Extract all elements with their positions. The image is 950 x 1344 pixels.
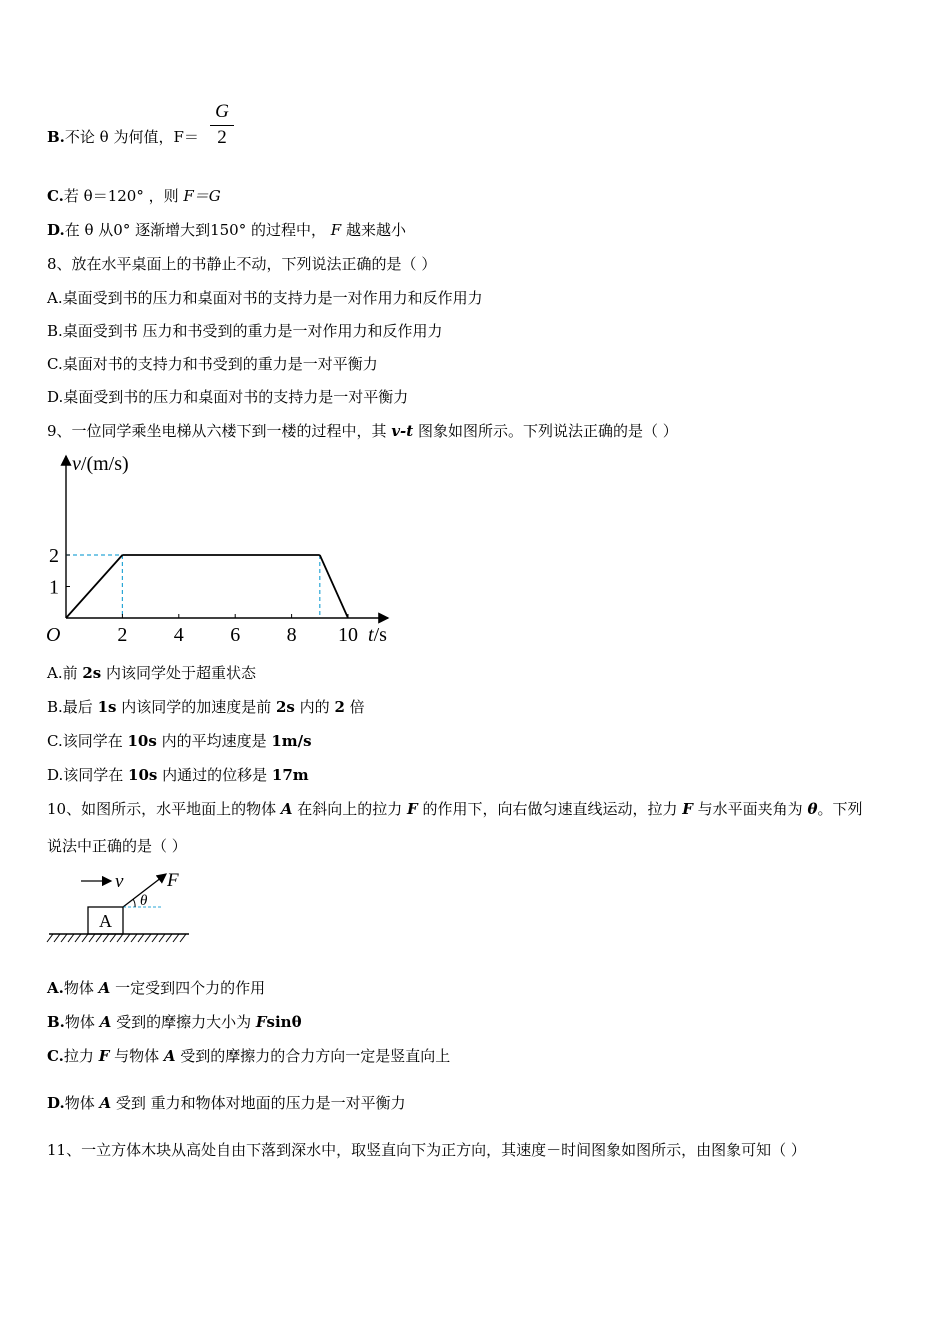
- stem-variable: A: [280, 800, 293, 818]
- q9-option-c: [47, 731, 312, 751]
- option-text-end: 内该同学处于超重状态: [101, 664, 257, 682]
- stem-text-end: 图象如图所示。下列说法正确的是（ ）: [413, 422, 678, 440]
- q10-stem-line2: 说法中正确的是（ ）: [47, 837, 187, 855]
- stem-variable: v-t: [391, 422, 414, 440]
- hatch-stroke: [47, 934, 53, 942]
- option-text: 物体: [63, 979, 99, 997]
- velocity-label: v: [115, 871, 124, 892]
- option-text: 受到的摩擦力大小为: [111, 1013, 256, 1031]
- q9-option-a: [47, 663, 256, 683]
- option-variable: A: [99, 1013, 112, 1031]
- option-value: 17m: [271, 766, 309, 784]
- stem-text: 。下列: [817, 800, 863, 818]
- ground-hatching: [47, 934, 186, 942]
- option-text: A.前: [47, 664, 83, 682]
- q7-option-c: [47, 186, 221, 206]
- option-label: D.: [47, 1094, 65, 1112]
- theta-label: θ: [140, 893, 148, 909]
- option-value: 2: [334, 698, 345, 716]
- option-value: 10s: [128, 766, 158, 784]
- q7-option-d: [47, 220, 406, 240]
- option-text-end: 受到的摩擦力的合力方向一定是竖直向上: [175, 1047, 451, 1065]
- stem-variable: θ: [807, 800, 818, 818]
- y-axis-unit: /(m/s): [80, 453, 129, 475]
- q10-stem-line1: [47, 799, 862, 819]
- q10-option-c: [47, 1046, 450, 1066]
- option-label: C.: [47, 187, 64, 205]
- q9-option-b: [47, 697, 365, 717]
- y-tick-label-2: 2: [49, 545, 59, 567]
- series-segment-2: [320, 555, 348, 618]
- option-text-end: 受到 重力和物体对地面的压力是一对平衡力: [111, 1094, 406, 1112]
- option-text-end: 越来越小: [341, 221, 406, 239]
- option-text: 物体: [64, 1094, 100, 1112]
- fraction-bar: [210, 125, 234, 126]
- option-text-end: 倍: [344, 698, 365, 716]
- stem-text: 的作用下，向右做匀速直线运动，拉力: [417, 800, 683, 818]
- stem-text: 与水平面夹角为: [692, 800, 808, 818]
- option-text: 在 θ 从0° 逐渐增大到150° 的过程中，: [64, 221, 331, 239]
- q10-option-b: [47, 1012, 302, 1032]
- option-label: B.: [47, 1013, 65, 1031]
- stem-variable: F: [682, 800, 693, 818]
- option-variable: F: [98, 1047, 110, 1065]
- option-text: 拉力: [63, 1047, 99, 1065]
- q8-option-a: A.桌面受到书的压力和桌面对书的支持力是一对作用力和反作用力: [47, 289, 483, 307]
- hatch-stroke: [110, 934, 116, 942]
- hatch-stroke: [159, 934, 165, 942]
- option-text: 内的: [294, 698, 335, 716]
- y-axis-var: v: [72, 453, 81, 475]
- hatch-stroke: [61, 934, 67, 942]
- hatch-stroke: [131, 934, 137, 942]
- hatch-stroke: [96, 934, 102, 942]
- hatch-stroke: [166, 934, 172, 942]
- option-value: 10s: [127, 732, 157, 750]
- origin-label: O: [46, 624, 61, 646]
- option-value: 1m/s: [271, 732, 312, 750]
- vt-chart: [40, 448, 400, 653]
- x-axis-unit: /s: [373, 624, 387, 646]
- option-value: 2s: [82, 664, 102, 682]
- option-label: D.: [47, 221, 65, 239]
- option-text: 内通过的位移是: [157, 766, 272, 784]
- hatch-stroke: [68, 934, 74, 942]
- stem-text: 10、如图所示，水平地面上的物体: [47, 800, 281, 818]
- hatch-stroke: [82, 934, 88, 942]
- hatch-stroke: [180, 934, 186, 942]
- fraction-denominator: 2: [217, 127, 227, 148]
- hatch-stroke: [173, 934, 179, 942]
- hatch-stroke: [152, 934, 158, 942]
- y-tick-label-1: 1: [49, 576, 59, 599]
- q8-option-d: D.桌面受到书的压力和桌面对书的支持力是一对平衡力: [47, 388, 409, 406]
- option-text: 内该同学的加速度是前: [116, 698, 276, 716]
- q10-option-a: [47, 978, 265, 998]
- q11-stem: 11、一立方体木块从高处自由下落到深水中，取竖直向下为正方向，其速度－时间图象如图所示，由图象可知（ ）: [47, 1141, 806, 1159]
- q8-stem: 8、放在水平桌面上的书静止不动，下列说法正确的是（ ）: [47, 255, 437, 273]
- option-text: 与物体: [109, 1047, 164, 1065]
- q7-option-b: [47, 127, 199, 147]
- option-text: B.最后: [47, 698, 98, 716]
- x-tick-label-4: 4: [173, 624, 184, 646]
- option-label: C.: [47, 1047, 64, 1065]
- option-value: 2s: [276, 698, 295, 716]
- fraction-numerator: G: [215, 101, 229, 122]
- option-text: C.该同学在: [47, 732, 128, 750]
- option-text: 若 θ＝120° ，则: [63, 187, 184, 205]
- option-text: D.该同学在: [47, 766, 129, 784]
- force-label: F: [167, 870, 179, 891]
- hatch-stroke: [54, 934, 60, 942]
- option-label: A.: [47, 979, 64, 997]
- option-text: 不论 θ 为何值，F＝: [64, 128, 199, 146]
- option-formula: F: [255, 1013, 267, 1031]
- x-tick-label-8: 8: [286, 624, 297, 646]
- option-formula: sinθ: [266, 1013, 302, 1031]
- option-variable: A: [98, 979, 111, 997]
- hatch-stroke: [75, 934, 81, 942]
- stem-text: 在斜向上的拉力: [292, 800, 408, 818]
- option-value: 1s: [97, 698, 117, 716]
- hatch-stroke: [117, 934, 123, 942]
- fraction-g-over-2: [210, 100, 234, 149]
- hatch-stroke: [89, 934, 95, 942]
- stem-text: 9、一位同学乘坐电梯从六楼下到一楼的过程中，其: [47, 422, 392, 440]
- hatch-stroke: [103, 934, 109, 942]
- x-axis-label: [368, 624, 387, 646]
- x-tick-label-2: 2: [117, 624, 128, 646]
- angle-arc: [133, 899, 135, 907]
- x-tick-label-6: 6: [230, 624, 241, 646]
- option-text-end: 一定受到四个力的作用: [110, 979, 266, 997]
- option-variable: A: [99, 1094, 112, 1112]
- q8-option-b: B.桌面受到书 压力和书受到的重力是一对作用力和反作用力: [47, 322, 443, 340]
- y-axis-label: [72, 453, 129, 475]
- q10-option-d: [47, 1093, 406, 1113]
- option-text: 内的平均速度是: [156, 732, 272, 750]
- option-variable: F: [330, 221, 342, 239]
- option-formula: F＝G: [183, 187, 221, 205]
- hatch-stroke: [138, 934, 144, 942]
- chart-marks: [49, 545, 358, 646]
- q8-option-c: C.桌面对书的支持力和书受到的重力是一对平衡力: [47, 355, 378, 373]
- x-axis-var: t: [368, 624, 374, 646]
- x-tick-label-10: 10: [338, 624, 358, 646]
- block-a-label: A: [99, 911, 112, 931]
- option-label: B.: [47, 128, 65, 146]
- series-segment-0: [66, 555, 122, 618]
- option-text: 物体: [64, 1013, 100, 1031]
- q9-stem: [47, 421, 678, 441]
- stem-variable: F: [407, 800, 418, 818]
- option-variable: A: [163, 1047, 176, 1065]
- hatch-stroke: [124, 934, 130, 942]
- q9-option-d: [47, 765, 309, 785]
- hatch-stroke: [145, 934, 151, 942]
- block-force-diagram: [45, 864, 195, 946]
